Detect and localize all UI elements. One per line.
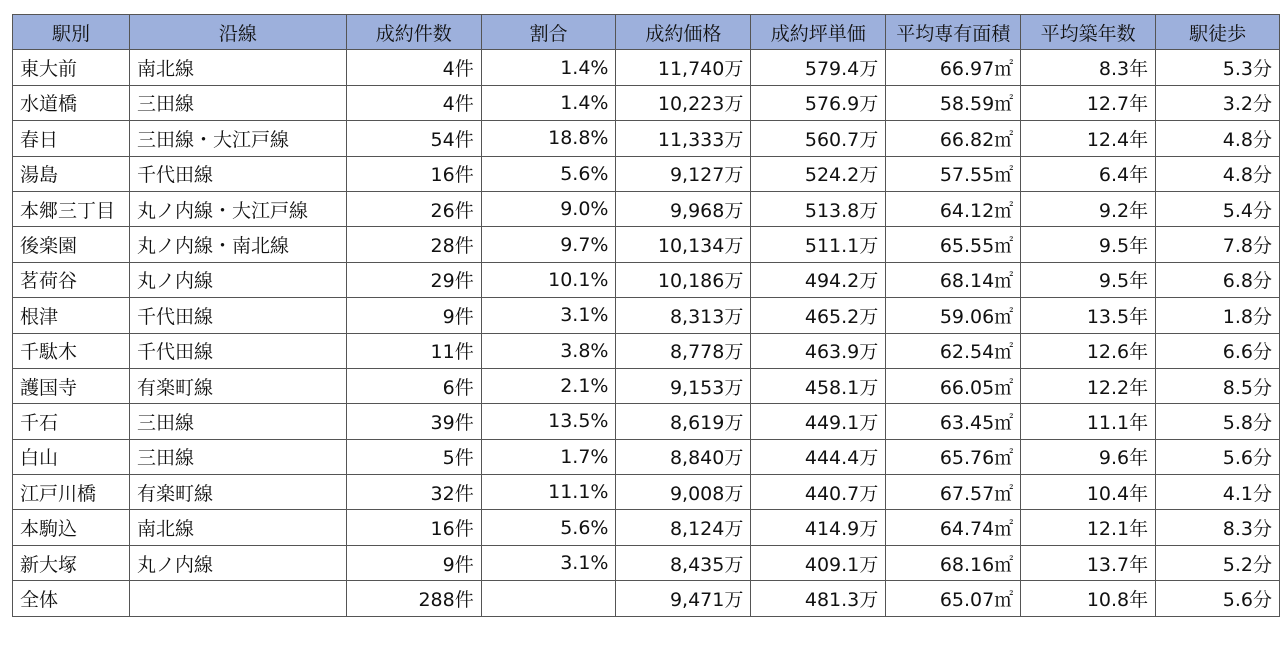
- cell-walk: 4.1分: [1156, 475, 1280, 510]
- cell-line: 南北線: [129, 510, 346, 545]
- cell-price: 8,619万: [616, 404, 751, 439]
- cell-tsubo-price: 494.2万: [751, 262, 886, 297]
- cell-price: 9,127万: [616, 156, 751, 191]
- cell-walk: 8.5分: [1156, 368, 1280, 403]
- cell-count: 5件: [346, 439, 481, 474]
- cell-area: 65.07㎡: [886, 581, 1021, 616]
- cell-area: 62.54㎡: [886, 333, 1021, 368]
- cell-station: 春日: [13, 121, 130, 156]
- cell-ratio: 2.1%: [481, 368, 616, 403]
- cell-count: 6件: [346, 368, 481, 403]
- table-row: [13, 50, 1280, 85]
- cell-tsubo-price: 458.1万: [751, 368, 886, 403]
- cell-line: 千代田線: [129, 156, 346, 191]
- cell-walk: 6.6分: [1156, 333, 1280, 368]
- table-row: [13, 545, 1280, 580]
- cell-ratio: 1.7%: [481, 439, 616, 474]
- cell-tsubo-price: 409.1万: [751, 545, 886, 580]
- cell-line: 丸ノ内線: [129, 262, 346, 297]
- cell-area: 66.97㎡: [886, 50, 1021, 85]
- header-count: 成約件数: [346, 15, 481, 50]
- table-row: [13, 475, 1280, 510]
- table-row: [13, 121, 1280, 156]
- cell-ratio: 3.8%: [481, 333, 616, 368]
- cell-price: 10,186万: [616, 262, 751, 297]
- cell-age: 10.4年: [1021, 475, 1156, 510]
- cell-count: 32件: [346, 475, 481, 510]
- cell-tsubo-price: 524.2万: [751, 156, 886, 191]
- cell-walk: 3.2分: [1156, 85, 1280, 120]
- cell-line: 三田線: [129, 85, 346, 120]
- cell-line: 千代田線: [129, 298, 346, 333]
- cell-walk: 5.8分: [1156, 404, 1280, 439]
- cell-ratio: [481, 581, 616, 616]
- cell-station: 水道橋: [13, 85, 130, 120]
- cell-line: 有楽町線: [129, 368, 346, 403]
- table-row: [13, 227, 1280, 262]
- cell-walk: 7.8分: [1156, 227, 1280, 262]
- cell-walk: 4.8分: [1156, 121, 1280, 156]
- cell-tsubo-price: 576.9万: [751, 85, 886, 120]
- cell-station: 湯島: [13, 156, 130, 191]
- station-stats-table: [12, 14, 1280, 617]
- cell-line: 南北線: [129, 50, 346, 85]
- cell-tsubo-price: 513.8万: [751, 191, 886, 226]
- cell-area: 63.45㎡: [886, 404, 1021, 439]
- cell-line: 丸ノ内線・南北線: [129, 227, 346, 262]
- cell-age: 11.1年: [1021, 404, 1156, 439]
- cell-price: 9,471万: [616, 581, 751, 616]
- cell-price: 8,435万: [616, 545, 751, 580]
- cell-count: 288件: [346, 581, 481, 616]
- cell-ratio: 1.4%: [481, 85, 616, 120]
- cell-walk: 5.6分: [1156, 439, 1280, 474]
- table-row: [13, 262, 1280, 297]
- cell-area: 64.12㎡: [886, 191, 1021, 226]
- table-container: [12, 14, 1280, 617]
- cell-line: 丸ノ内線: [129, 545, 346, 580]
- cell-station: 本駒込: [13, 510, 130, 545]
- cell-line: 三田線・大江戸線: [129, 121, 346, 156]
- header-area: 平均専有面積: [886, 15, 1021, 50]
- table-row: [13, 85, 1280, 120]
- total-row: [13, 581, 1280, 616]
- cell-station: 江戸川橋: [13, 475, 130, 510]
- cell-ratio: 9.7%: [481, 227, 616, 262]
- cell-count: 16件: [346, 156, 481, 191]
- cell-age: 12.6年: [1021, 333, 1156, 368]
- cell-count: 28件: [346, 227, 481, 262]
- cell-walk: 5.2分: [1156, 545, 1280, 580]
- header-age: 平均築年数: [1021, 15, 1156, 50]
- cell-age: 9.5年: [1021, 227, 1156, 262]
- cell-count: 4件: [346, 50, 481, 85]
- cell-age: 12.1年: [1021, 510, 1156, 545]
- cell-tsubo-price: 560.7万: [751, 121, 886, 156]
- cell-price: 9,968万: [616, 191, 751, 226]
- cell-ratio: 5.6%: [481, 510, 616, 545]
- cell-ratio: 18.8%: [481, 121, 616, 156]
- cell-count: 16件: [346, 510, 481, 545]
- cell-count: 54件: [346, 121, 481, 156]
- cell-area: 57.55㎡: [886, 156, 1021, 191]
- table-row: [13, 298, 1280, 333]
- cell-count: 9件: [346, 545, 481, 580]
- cell-station: 千石: [13, 404, 130, 439]
- cell-age: 12.2年: [1021, 368, 1156, 403]
- table-row: [13, 156, 1280, 191]
- cell-age: 13.7年: [1021, 545, 1156, 580]
- cell-line: [129, 581, 346, 616]
- cell-ratio: 10.1%: [481, 262, 616, 297]
- cell-price: 10,223万: [616, 85, 751, 120]
- cell-ratio: 3.1%: [481, 545, 616, 580]
- cell-tsubo-price: 463.9万: [751, 333, 886, 368]
- cell-count: 26件: [346, 191, 481, 226]
- cell-area: 59.06㎡: [886, 298, 1021, 333]
- cell-walk: 5.4分: [1156, 191, 1280, 226]
- cell-station: 本郷三丁目: [13, 191, 130, 226]
- cell-walk: 4.8分: [1156, 156, 1280, 191]
- cell-price: 10,134万: [616, 227, 751, 262]
- cell-age: 8.3年: [1021, 50, 1156, 85]
- table-row: [13, 333, 1280, 368]
- cell-price: 9,153万: [616, 368, 751, 403]
- cell-count: 29件: [346, 262, 481, 297]
- cell-age: 13.5年: [1021, 298, 1156, 333]
- cell-age: 9.6年: [1021, 439, 1156, 474]
- cell-walk: 5.3分: [1156, 50, 1280, 85]
- cell-tsubo-price: 511.1万: [751, 227, 886, 262]
- cell-line: 三田線: [129, 404, 346, 439]
- cell-ratio: 9.0%: [481, 191, 616, 226]
- cell-price: 11,333万: [616, 121, 751, 156]
- cell-age: 10.8年: [1021, 581, 1156, 616]
- cell-count: 4件: [346, 85, 481, 120]
- cell-tsubo-price: 440.7万: [751, 475, 886, 510]
- cell-area: 65.55㎡: [886, 227, 1021, 262]
- cell-area: 65.76㎡: [886, 439, 1021, 474]
- cell-area: 66.05㎡: [886, 368, 1021, 403]
- cell-tsubo-price: 481.3万: [751, 581, 886, 616]
- cell-station: 千駄木: [13, 333, 130, 368]
- cell-walk: 6.8分: [1156, 262, 1280, 297]
- cell-age: 9.2年: [1021, 191, 1156, 226]
- cell-station: 白山: [13, 439, 130, 474]
- cell-station: 東大前: [13, 50, 130, 85]
- cell-area: 64.74㎡: [886, 510, 1021, 545]
- cell-line: 丸ノ内線・大江戸線: [129, 191, 346, 226]
- cell-tsubo-price: 465.2万: [751, 298, 886, 333]
- cell-area: 67.57㎡: [886, 475, 1021, 510]
- header-ratio: 割合: [481, 15, 616, 50]
- cell-station: 護国寺: [13, 368, 130, 403]
- cell-line: 有楽町線: [129, 475, 346, 510]
- cell-area: 66.82㎡: [886, 121, 1021, 156]
- table-row: [13, 439, 1280, 474]
- cell-line: 千代田線: [129, 333, 346, 368]
- table-row: [13, 510, 1280, 545]
- cell-count: 11件: [346, 333, 481, 368]
- cell-age: 9.5年: [1021, 262, 1156, 297]
- header-price: 成約価格: [616, 15, 751, 50]
- header-walk: 駅徒歩: [1156, 15, 1280, 50]
- cell-tsubo-price: 444.4万: [751, 439, 886, 474]
- cell-station: 根津: [13, 298, 130, 333]
- cell-tsubo-price: 449.1万: [751, 404, 886, 439]
- cell-walk: 8.3分: [1156, 510, 1280, 545]
- cell-line: 三田線: [129, 439, 346, 474]
- cell-ratio: 13.5%: [481, 404, 616, 439]
- cell-area: 68.14㎡: [886, 262, 1021, 297]
- cell-ratio: 5.6%: [481, 156, 616, 191]
- cell-age: 12.7年: [1021, 85, 1156, 120]
- cell-ratio: 11.1%: [481, 475, 616, 510]
- table-row: [13, 368, 1280, 403]
- cell-price: 11,740万: [616, 50, 751, 85]
- cell-tsubo-price: 414.9万: [751, 510, 886, 545]
- cell-area: 58.59㎡: [886, 85, 1021, 120]
- cell-price: 9,008万: [616, 475, 751, 510]
- table-body: [13, 50, 1280, 616]
- header-row: [13, 15, 1280, 50]
- table-row: [13, 191, 1280, 226]
- cell-age: 6.4年: [1021, 156, 1156, 191]
- cell-station: 全体: [13, 581, 130, 616]
- cell-ratio: 3.1%: [481, 298, 616, 333]
- cell-count: 39件: [346, 404, 481, 439]
- cell-price: 8,124万: [616, 510, 751, 545]
- cell-age: 12.4年: [1021, 121, 1156, 156]
- cell-price: 8,840万: [616, 439, 751, 474]
- header-station: 駅別: [13, 15, 130, 50]
- cell-station: 新大塚: [13, 545, 130, 580]
- cell-walk: 5.6分: [1156, 581, 1280, 616]
- cell-station: 茗荷谷: [13, 262, 130, 297]
- table-row: [13, 404, 1280, 439]
- cell-walk: 1.8分: [1156, 298, 1280, 333]
- cell-ratio: 1.4%: [481, 50, 616, 85]
- cell-count: 9件: [346, 298, 481, 333]
- cell-price: 8,778万: [616, 333, 751, 368]
- cell-station: 後楽園: [13, 227, 130, 262]
- cell-tsubo-price: 579.4万: [751, 50, 886, 85]
- cell-area: 68.16㎡: [886, 545, 1021, 580]
- header-line: 沿線: [129, 15, 346, 50]
- cell-price: 8,313万: [616, 298, 751, 333]
- header-tsubo-price: 成約坪単価: [751, 15, 886, 50]
